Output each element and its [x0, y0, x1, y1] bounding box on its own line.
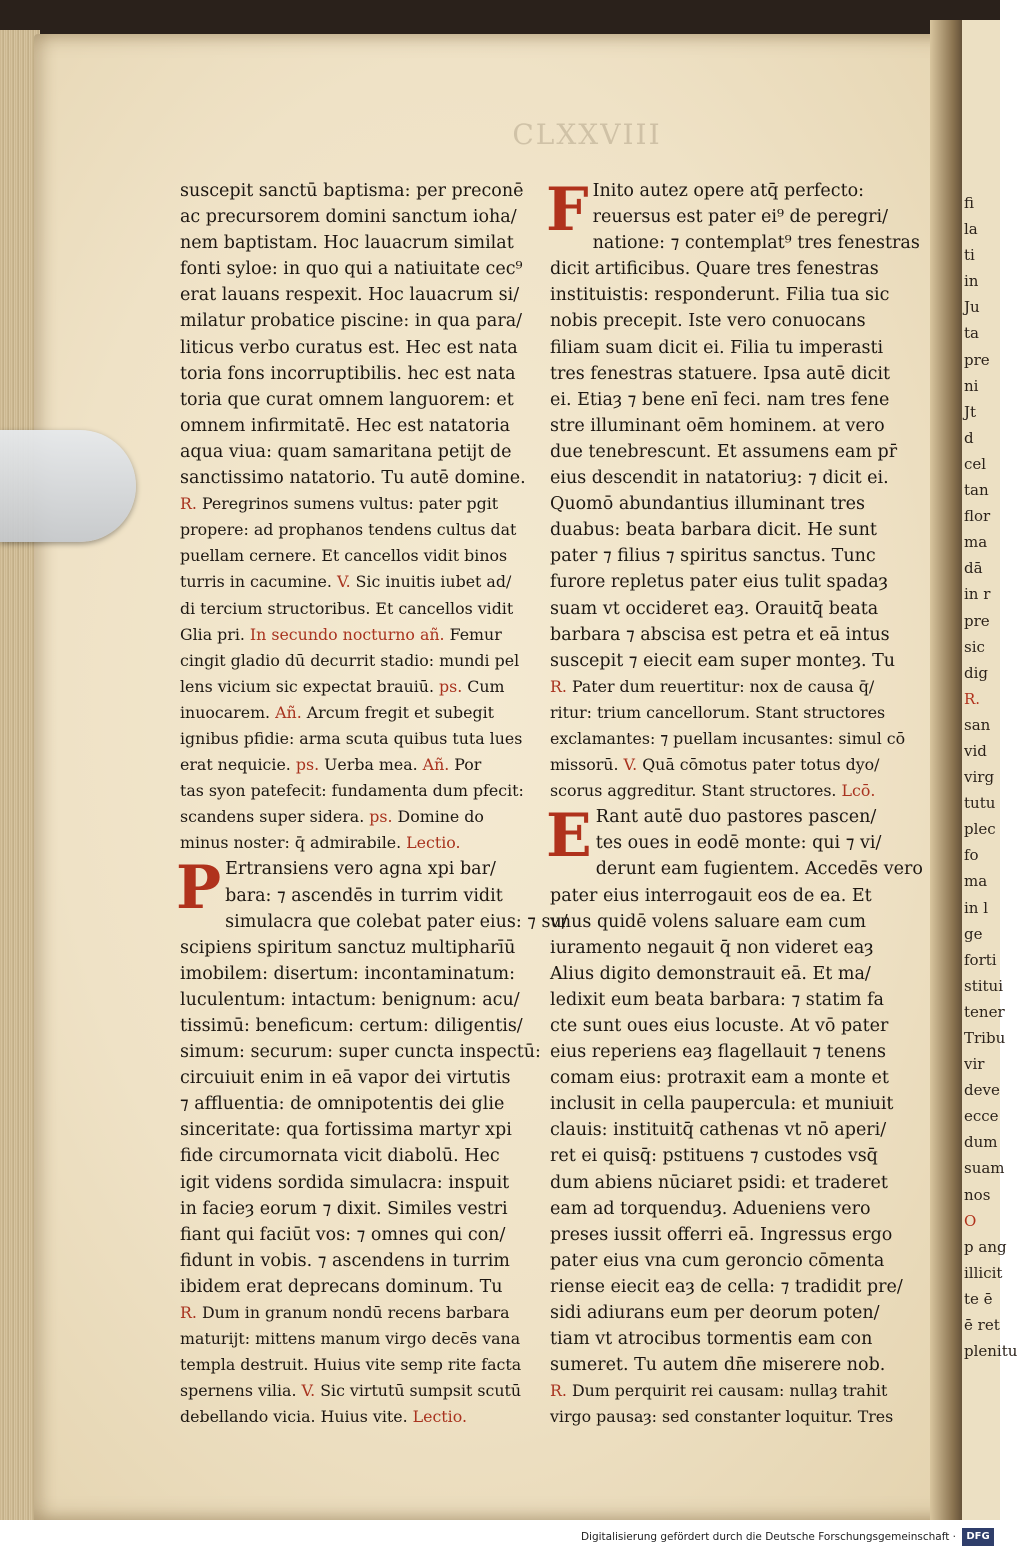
text-line — [550, 1117, 902, 1143]
line-text: sumeret. Tu autem dn̄e miserere nob. — [550, 1355, 886, 1376]
line-text: Por — [449, 755, 482, 775]
line-text: dicit artificibus. Quare tres fenestras — [550, 259, 879, 280]
line-text: Quomō abundantius illuminant tres — [550, 494, 865, 515]
line-text: erat nequicie. — [180, 755, 296, 775]
text-line — [550, 387, 902, 413]
next-page-fragment: flor — [964, 507, 991, 526]
next-page-fragment: fi — [964, 194, 975, 212]
text-line — [180, 648, 522, 674]
dfg-logo: DFG — [962, 1528, 994, 1546]
next-page-fragment: R. — [964, 689, 981, 708]
text-line — [550, 1274, 902, 1300]
text-line — [550, 856, 923, 882]
next-page-fragment: stitui — [964, 976, 1004, 995]
line-text: tissimū: beneficum: certum: diligentis/ — [180, 1016, 523, 1036]
line-text: Cum — [462, 676, 505, 696]
text-line — [180, 1143, 522, 1169]
line-text: puellam cernere. Et cancellos vidit binos — [180, 546, 508, 566]
funding-credit: Digitalisierung gefördert durch die Deutsche Forschungsgemeinschaft · — [580, 1531, 956, 1543]
next-page-fragment: in r — [964, 585, 991, 604]
text-line — [180, 883, 522, 909]
rubric-mark: R. — [180, 494, 197, 514]
rubric-mark: R. — [550, 676, 567, 696]
line-text: in facieȝ eorum ⁊ dixit. Similes vestri — [180, 1198, 508, 1219]
line-text: Femur — [444, 624, 502, 644]
next-page-fragment: vid — [964, 741, 987, 760]
text-line — [180, 987, 522, 1013]
text-line — [180, 1326, 522, 1352]
line-text: dum abiens nūciaret psidi: et traderet — [550, 1172, 888, 1193]
next-page-text — [964, 190, 1017, 1364]
text-line — [550, 909, 902, 935]
text-line — [550, 439, 902, 465]
text-line — [180, 1170, 522, 1196]
text-line — [180, 1117, 522, 1143]
rubric-mark: ps. — [295, 755, 320, 775]
text-line — [550, 1404, 902, 1430]
line-text: duabus: beata barbara dicit. He sunt — [550, 520, 877, 541]
line-text: simulacra que colebat pater eius: ⁊ su/ — [225, 911, 568, 932]
next-page-fragment: tener — [964, 1002, 1005, 1021]
text-line — [550, 465, 902, 491]
text-line — [180, 830, 522, 856]
next-page-fragment: tan — [964, 481, 989, 500]
footer-bar — [0, 1520, 1000, 1556]
next-page-fragment: forti — [964, 950, 997, 969]
next-page-fragment: Jt — [964, 402, 977, 421]
text-line — [550, 935, 902, 961]
line-text: suscepit sanctū baptisma: per preconē — [180, 181, 524, 201]
line-text: Glia pri. — [180, 624, 250, 644]
line-text: eam ad torquenduȝ. Adueniens vero — [550, 1198, 871, 1219]
line-text: Domine do — [392, 807, 484, 827]
text-line — [550, 230, 920, 256]
text-line — [550, 282, 902, 308]
text-line — [180, 569, 522, 595]
text-line — [550, 961, 902, 987]
text-line — [180, 517, 522, 543]
line-text: toria fons incorruptibilis. hec est nata — [180, 363, 516, 384]
next-page-fragment: ge — [964, 924, 983, 943]
line-text: preses iussit offerri eā. Ingressus ergo — [550, 1224, 893, 1245]
line-text: scipiens spiritum sanctuz multipharīū — [180, 937, 516, 958]
text-line — [180, 1222, 522, 1248]
line-text: erat lauans respexit. Hoc lauacrum si/ — [180, 285, 520, 306]
text-line — [180, 726, 522, 752]
text-line — [180, 1378, 522, 1404]
line-text: fidunt in vobis. ⁊ ascendens in turrim — [180, 1250, 510, 1271]
line-text: furore repletus pater eius tulit spadaȝ — [550, 572, 888, 593]
text-line — [550, 726, 906, 752]
text-line — [550, 361, 902, 387]
line-text: Peregrinos sumens vultus: pater pgit — [196, 494, 499, 514]
next-page-fragment: d — [964, 428, 974, 447]
text-line — [550, 700, 902, 726]
next-page-fragment: ti — [964, 246, 975, 265]
rubric-mark: ps. — [439, 676, 463, 696]
line-text: eius reperiens eaȝ flagellauit ⁊ tenens — [550, 1042, 886, 1063]
next-page-fragment: dum — [964, 1133, 998, 1152]
text-line — [180, 752, 522, 778]
next-page-fragment: tutu — [964, 794, 996, 813]
next-page-fragment: vir — [964, 1055, 985, 1074]
text-line — [550, 596, 902, 622]
text-line — [180, 1013, 522, 1039]
text-line — [180, 909, 568, 935]
rubric-mark: R. — [550, 1381, 567, 1401]
line-text: clauis: instituitq̄ cathenas vt nō aperi/ — [550, 1120, 887, 1141]
line-text: fide circumornata vicit diabolū. Hec — [180, 1146, 500, 1167]
line-text: Uerba mea. — [319, 755, 423, 775]
line-text: ibidem erat deprecans dominum. Tu — [180, 1276, 503, 1297]
line-text: ritur: trium cancellorum. Stant structores — [550, 702, 886, 722]
line-text: imobilem: disertum: incontaminatum: — [180, 963, 516, 984]
text-line — [180, 387, 522, 413]
line-text: fiant qui faciūt vos: ⁊ omnes qui con/ — [180, 1224, 506, 1245]
text-line — [550, 1222, 902, 1248]
line-text: vnus quidē volens saluare eam cum — [550, 911, 866, 932]
text-line — [180, 804, 522, 830]
next-page-fragment: ta — [964, 324, 979, 343]
line-text: stre illuminant oēm hominem. at vero — [550, 415, 885, 436]
next-page-fragment: cel — [964, 454, 987, 473]
next-page-fragment: deve — [964, 1081, 1000, 1100]
line-text: tiam vt atrocibus tormentis eam con — [550, 1329, 873, 1350]
text-line — [550, 543, 902, 569]
text-line — [550, 674, 902, 700]
line-text: ignibus pfidie: arma scuta quibus tuta lues — [180, 728, 523, 748]
next-page-fragment: plec — [964, 820, 996, 839]
line-text: Rant autē duo pastores pascen/ — [595, 807, 877, 828]
next-page-fragment: ma — [964, 533, 988, 552]
rubric-mark: V. — [623, 755, 638, 775]
line-text: nem baptistam. Hoc lauacrum similat — [180, 233, 514, 254]
text-line — [180, 1091, 522, 1117]
text-line — [180, 413, 522, 439]
text-line — [550, 204, 902, 230]
line-text: cingit gladio dū decurrit stadio: mundi pel — [180, 650, 520, 670]
line-text: maturijt: mittens manum virgo decēs vana — [180, 1329, 521, 1349]
text-line — [180, 543, 522, 569]
text-line — [550, 569, 902, 595]
text-line — [180, 1248, 522, 1274]
line-text: natione: ⁊ contemplat⁹ tres fenestras — [592, 233, 920, 254]
text-line — [180, 178, 522, 204]
text-line — [550, 1378, 902, 1404]
text-line — [180, 1274, 522, 1300]
next-page-fragment: in l — [964, 898, 989, 917]
text-line — [550, 1143, 902, 1169]
line-text: Pater dum reuertitur: nox de causa q̄/ — [566, 676, 875, 696]
rubric-mark: R. — [180, 1303, 197, 1323]
text-line — [550, 778, 902, 804]
next-page-fragment: ni — [964, 376, 979, 395]
text-line — [180, 1404, 522, 1430]
rubric-mark: Añ. — [422, 755, 450, 775]
line-text: igit videns sordida simulacra: inspuit — [180, 1172, 510, 1193]
line-text: Ertransiens vero agna xpi bar/ — [225, 859, 496, 880]
text-line — [180, 1065, 522, 1091]
text-line — [550, 622, 902, 648]
rubric-mark: ps. — [369, 807, 393, 827]
text-line — [550, 752, 902, 778]
rubric-mark: Lcō. — [841, 781, 876, 801]
text-line — [550, 1326, 902, 1352]
text-line — [550, 1013, 902, 1039]
line-text: pater eius vna cum geroncio cōmenta — [550, 1250, 885, 1271]
next-page-fragment: in — [964, 272, 979, 291]
text-line — [180, 282, 522, 308]
line-text: templa destruit. Huius vite semp rite facta — [180, 1355, 522, 1375]
line-text: Alius digito demonstrauit eā. Et ma/ — [550, 963, 871, 984]
text-line — [550, 1352, 902, 1378]
line-text: scorus aggreditur. Stant structores. — [550, 781, 842, 801]
next-page-fragment: nos — [964, 1185, 991, 1204]
line-text: barbara ⁊ abscisa est petra et eā intus — [550, 624, 890, 645]
text-line — [180, 596, 522, 622]
line-text: virgo pausaȝ: sed constanter loquitur. Tres — [550, 1407, 894, 1427]
text-line — [550, 1196, 902, 1222]
text-line — [180, 935, 522, 961]
line-text: exclamantes: ⁊ puellam incusantes: simul cō — [550, 728, 906, 748]
text-line — [180, 622, 522, 648]
line-text: instituistis: responderunt. Filia tua sic — [550, 285, 890, 306]
line-text: reuersus est pater ei⁹ de peregri/ — [592, 207, 888, 228]
line-text: inuocarem. — [180, 702, 276, 722]
line-text: derunt eam fugientem. Accedēs vero — [595, 859, 923, 880]
next-page-fragment: san — [964, 715, 991, 734]
next-page-fragment: plenitu — [964, 1342, 1017, 1361]
line-text: pater ⁊ filius ⁊ spiritus sanctus. Tunc — [550, 546, 876, 567]
text-line — [180, 1196, 522, 1222]
next-page-edge — [962, 20, 1017, 1520]
text-line — [180, 1300, 522, 1326]
text-line — [550, 1039, 902, 1065]
text-line — [550, 517, 902, 543]
line-text: ret ei quisq̄: pstituens ⁊ custodes vsq̄ — [550, 1146, 878, 1167]
line-text: ac precursorem domini sanctum ioha/ — [180, 207, 517, 228]
line-text: cte sunt oues eius locuste. At vō pater — [550, 1016, 889, 1036]
next-page-fragment: Ju — [964, 298, 980, 317]
text-line — [550, 1065, 902, 1091]
line-text: milatur probatice piscine: in qua para/ — [180, 311, 523, 332]
page-clip — [0, 430, 136, 542]
next-page-fragment: suam — [964, 1159, 1005, 1178]
line-text: turris in cacumine. — [180, 572, 337, 592]
text-line — [180, 256, 522, 282]
next-page-fragment: pre — [964, 611, 990, 630]
line-text: suam vt occideret eaȝ. Orauitq̄ beata — [550, 598, 879, 619]
line-text: liticus verbo curatus est. Hec est nata — [180, 337, 518, 358]
text-line — [180, 961, 522, 987]
text-line — [180, 491, 522, 517]
folio-number: CLXXVIII — [512, 118, 662, 151]
text-line — [180, 439, 522, 465]
text-line — [180, 778, 522, 804]
next-page-fragment: ma — [964, 872, 988, 891]
next-page-fragment: p ang — [964, 1237, 1007, 1256]
decorated-initial: E — [546, 801, 592, 872]
line-text: sanctissimo natatorio. Tu autē domine. — [180, 468, 526, 489]
line-text: Dum in granum nondū recens barbara — [196, 1303, 510, 1323]
line-text: Arcum fregit et subegit — [301, 702, 494, 722]
text-column-left — [176, 178, 568, 1431]
next-page-fragment: pre — [964, 350, 990, 369]
line-text: debellando vicia. Huius vite. — [180, 1407, 413, 1427]
text-line — [550, 1170, 902, 1196]
text-line — [550, 491, 902, 517]
line-text: aqua viua: quam samaritana petijt de — [180, 441, 512, 462]
decorated-initial: F — [546, 175, 589, 245]
next-page-fragment: fo — [964, 846, 979, 865]
line-text: tres fenestras statuere. Ipsa autē dicit — [550, 363, 891, 384]
next-page-fragment: la — [964, 220, 978, 239]
text-line — [550, 308, 902, 334]
line-text: sidi adiurans eum per deorum poten/ — [550, 1303, 880, 1324]
next-page-fragment: O — [964, 1211, 977, 1230]
text-line — [550, 648, 902, 674]
line-text: pater eius interrogauit eos de ea. Et — [550, 885, 872, 906]
line-text: comam eius: protraxit eam a monte et — [550, 1068, 889, 1089]
line-text: ei. Etiaȝ ⁊ bene enī feci. nam tres fene — [550, 389, 890, 410]
line-text: tas syon patefecit: fundamenta dum pfecit: — [180, 781, 524, 801]
text-line — [550, 1300, 902, 1326]
text-line — [550, 830, 902, 856]
rubric-mark: Añ. — [275, 702, 302, 722]
next-page-fragment: dā — [964, 559, 983, 578]
line-text: Inito autez opere atq̄ perfecto: — [592, 181, 865, 201]
line-text: ⁊ affluentia: de omnipotentis dei glie — [180, 1094, 505, 1115]
line-text: Dum perquirit rei causam: nullaȝ trahit — [566, 1381, 888, 1401]
line-text: propere: ad prophanos tendens cultus dat — [180, 520, 517, 540]
line-text: spernens vilia. — [180, 1381, 302, 1401]
text-line — [180, 230, 522, 256]
line-text: ledixit eum beata barbara: ⁊ statim fa — [550, 989, 884, 1010]
text-line — [550, 987, 902, 1013]
rubric-mark: V. — [301, 1381, 316, 1401]
next-page-fragment: Tribu — [964, 1029, 1006, 1047]
text-line — [180, 465, 526, 491]
line-text: omnem infirmitatē. Hec est natatoria — [180, 415, 511, 436]
line-text: fonti syloe: in quo qui a natiuitate cec⁹ — [180, 259, 523, 280]
line-text: Sic inuitis iubet ad/ — [350, 572, 512, 592]
rubric-mark: V. — [336, 572, 351, 592]
text-line — [180, 308, 522, 334]
line-text: suscepit ⁊ eiecit eam super monteȝ. Tu — [550, 650, 896, 671]
text-line — [550, 256, 902, 282]
line-text: simum: securum: super cuncta inspectū: — [180, 1042, 541, 1063]
line-text: minus noster: q̄ admirabile. — [180, 833, 407, 853]
text-line — [550, 413, 902, 439]
line-text: Sic virtutū sumpsit scutū — [315, 1381, 522, 1401]
text-line — [180, 674, 522, 700]
next-page-fragment: te ē — [964, 1289, 993, 1308]
line-text: lens vicium sic expectat brauiū. — [180, 676, 440, 696]
line-text: due tenebrescunt. Et assumens eam pr̄ — [550, 441, 898, 462]
line-text: iuramento negauit q̄ non videret eaȝ — [550, 937, 874, 958]
line-text: Quā cōmotus pater totus dyo/ — [637, 755, 880, 775]
text-line — [550, 1248, 902, 1274]
text-line — [550, 883, 902, 909]
next-page-fragment: dig — [964, 663, 989, 682]
line-text: tes oues in eodē monte: qui ⁊ vi/ — [595, 833, 882, 854]
next-page-fragment: sic — [964, 637, 985, 656]
text-line — [180, 1039, 541, 1065]
line-text: scandens super sidera. — [180, 807, 370, 827]
text-line — [180, 361, 522, 387]
text-line — [550, 335, 902, 361]
line-text: filiam suam dicit ei. Filia tu imperasti — [550, 337, 884, 358]
next-page-fragment: illicit — [964, 1263, 1003, 1282]
line-text: missorū. — [550, 755, 624, 775]
decorated-initial: P — [176, 853, 222, 924]
text-line — [180, 700, 522, 726]
line-text: circuiuit enim in eā vapor dei virtutis — [180, 1068, 511, 1089]
next-page-fragment: ecce — [964, 1107, 999, 1126]
line-text: nobis precepit. Iste vero conuocans — [550, 311, 866, 332]
line-text: toria que curat omnem languorem: et — [180, 389, 514, 410]
line-text: bara: ⁊ ascendēs in turrim vidit — [225, 885, 503, 906]
next-page-fragment: virg — [964, 768, 995, 787]
next-page-fragment: ē ret — [964, 1316, 1000, 1335]
line-text: sinceritate: qua fortissima martyr xpi — [180, 1120, 512, 1141]
text-line — [180, 335, 522, 361]
line-text: di tercium structoribus. Et cancellos vidit — [180, 598, 514, 618]
rubric-mark: Lectio. — [406, 833, 461, 853]
text-line — [180, 1352, 522, 1378]
line-text: luculentum: intactum: benignum: acu/ — [180, 989, 520, 1010]
text-line — [550, 1091, 902, 1117]
line-text: eius descendit in natatoriuȝ: ⁊ dicit ei. — [550, 468, 889, 489]
text-column-right — [546, 175, 923, 1431]
rubric-mark: Lectio. — [412, 1407, 467, 1427]
rubric-mark: In secundo nocturno añ. — [249, 624, 445, 644]
text-line — [180, 204, 522, 230]
line-text: riense eiecit eaȝ de cella: ⁊ tradidit pre/ — [550, 1276, 903, 1297]
line-text: inclusit in cella paupercula: et muniuit — [550, 1094, 894, 1115]
